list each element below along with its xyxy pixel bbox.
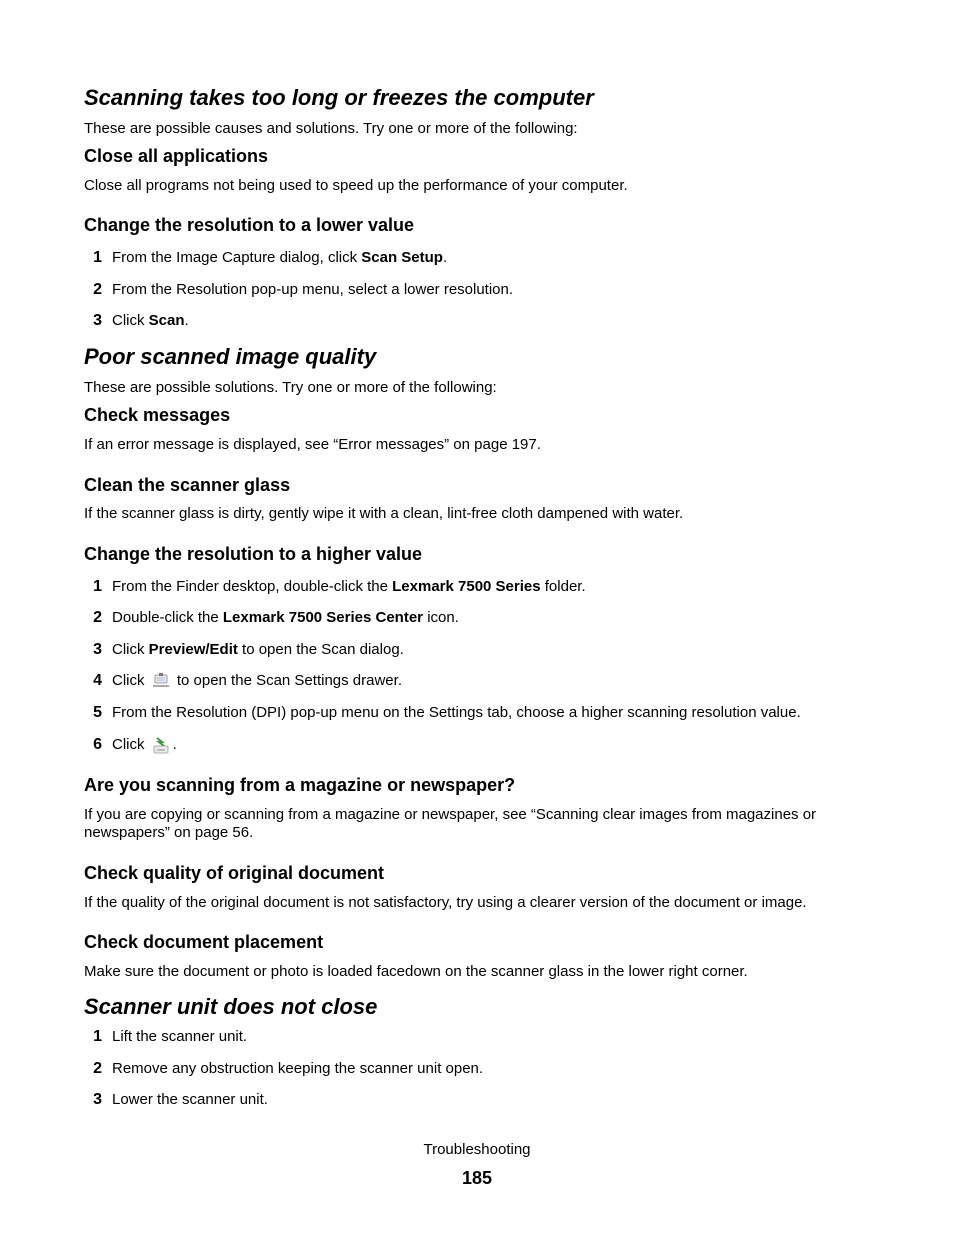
subheading-original-quality: Check quality of original document: [84, 863, 385, 883]
step-text: From the Resolution pop-up menu, select a lower resolution.: [112, 281, 514, 298]
step-text: Click Scan.: [112, 312, 189, 329]
subheading-close-applications: Close all applications: [84, 146, 269, 166]
paragraph: If the scanner glass is dirty, gently wipe it with a clean, lint-free cloth dampened with water.: [84, 505, 684, 522]
paragraph: If an error message is displayed, see “Error messages” on page 197.: [84, 436, 541, 453]
step-text: From the Image Capture dialog, click Scan Setup.: [112, 249, 448, 266]
step-text: Double-click the Lexmark 7500 Series Center icon.: [112, 609, 459, 626]
step-text: Lower the scanner unit.: [112, 1091, 268, 1108]
step-number: 1: [93, 249, 102, 266]
scan-icon: [151, 736, 171, 754]
step-text: Click .: [112, 736, 177, 753]
section-intro: These are possible causes and solutions. Try one or more of the following:: [84, 120, 578, 137]
step-text: Click to open the Scan Settings drawer.: [112, 672, 402, 689]
subheading-clean-glass: Clean the scanner glass: [84, 475, 291, 495]
page-number: 185: [461, 1168, 493, 1188]
step-text: From the Resolution (DPI) pop-up menu on the Settings tab, choose a higher scanning resolution value.: [112, 704, 801, 721]
step-number: 2: [93, 281, 102, 298]
step-number: 2: [93, 1060, 102, 1077]
step-number: 1: [93, 578, 102, 595]
step-text: From the Finder desktop, double-click the Lexmark 7500 Series folder.: [112, 578, 586, 595]
subheading-check-messages: Check messages: [84, 405, 231, 425]
step-text: Lift the scanner unit.: [112, 1028, 248, 1045]
step-text: Remove any obstruction keeping the scanner unit open.: [112, 1060, 484, 1077]
step-number: 1: [93, 1028, 102, 1045]
footer-chapter-label: Troubleshooting: [423, 1141, 531, 1158]
subheading-higher-resolution: Change the resolution to a higher value: [84, 544, 423, 564]
step-number: 5: [93, 704, 102, 721]
step-number: 4: [93, 672, 102, 689]
step-number: 3: [93, 1091, 102, 1108]
step-number: 3: [93, 312, 102, 329]
subheading-lower-resolution: Change the resolution to a lower value: [84, 215, 415, 235]
step-number: 2: [93, 609, 102, 626]
subheading-magazine: Are you scanning from a magazine or newspaper?: [84, 775, 516, 795]
step-number: 6: [93, 736, 102, 753]
subheading-placement: Check document placement: [84, 932, 324, 952]
section-title-scanning-slow: Scanning takes too long or freezes the computer: [84, 85, 594, 110]
step-text: Click Preview/Edit to open the Scan dialog.: [112, 641, 404, 658]
paragraph: If the quality of the original document is not satisfactory, try using a clearer version of the document or image.: [84, 894, 807, 911]
paragraph: Close all programs not being used to speed up the performance of your computer.: [84, 177, 628, 194]
section-title-scanner-unit: Scanner unit does not close: [84, 994, 378, 1019]
step-number: 3: [93, 641, 102, 658]
section-title-poor-quality: Poor scanned image quality: [84, 344, 377, 369]
scan-settings-icon: [151, 672, 171, 690]
paragraph: Make sure the document or photo is loaded facedown on the scanner glass in the lower right corner.: [84, 963, 748, 980]
section-intro: These are possible solutions. Try one or more of the following:: [84, 379, 497, 396]
paragraph: If you are copying or scanning from a magazine or newspaper, see “Scanning clear images from magazines or newspapers” on page 56.: [84, 806, 817, 841]
